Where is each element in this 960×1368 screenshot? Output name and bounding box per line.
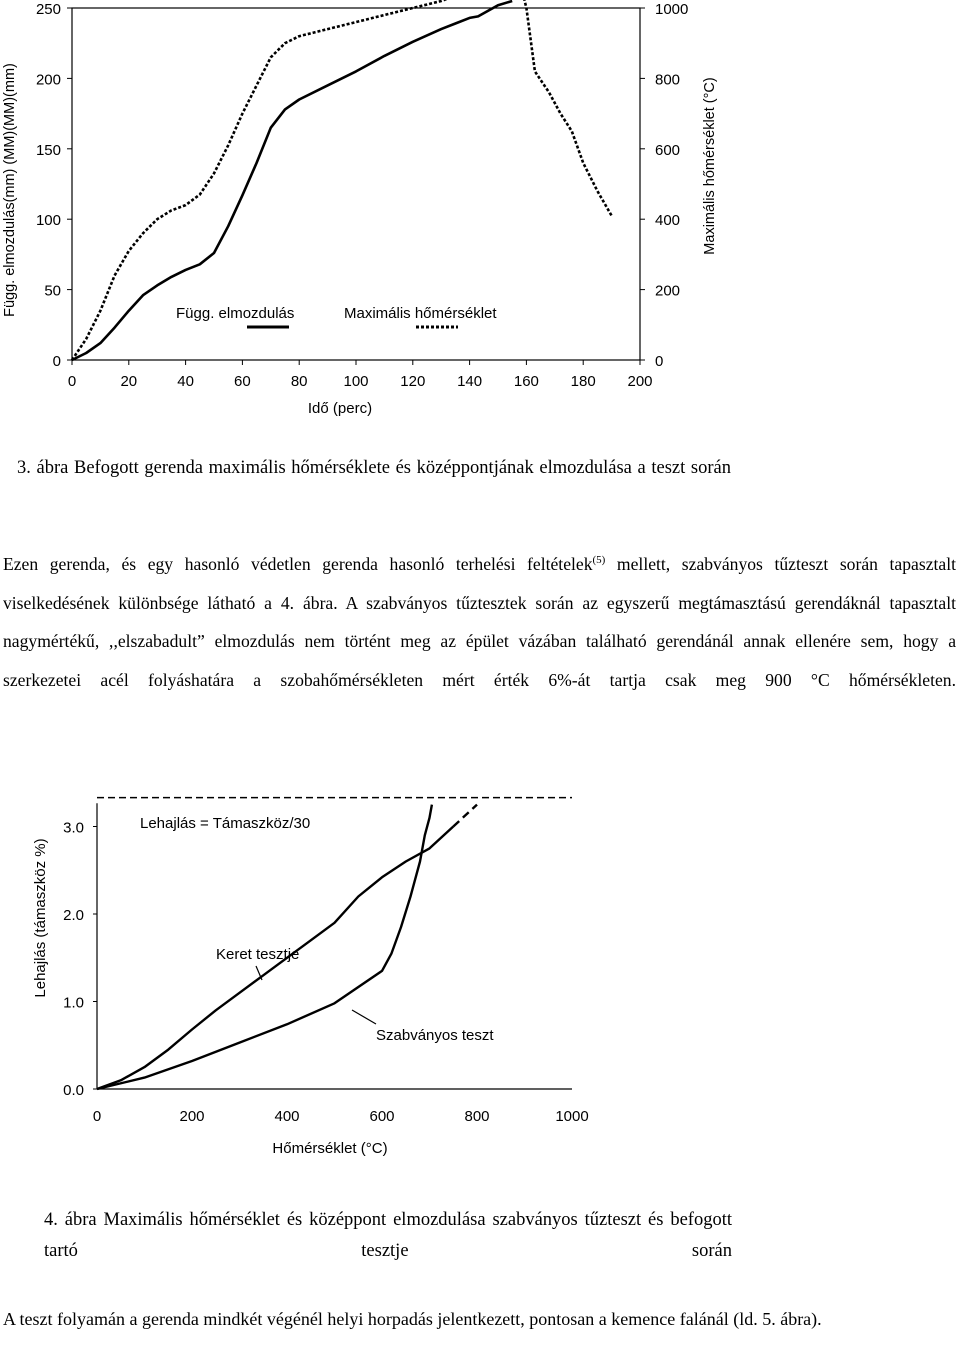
annotation-standard-test: Szabványos teszt: [376, 1027, 494, 1044]
paragraph-1-text-before: Ezen gerenda, és egy hasonló védetlen gerenda hasonló terhelési feltételek: [3, 554, 593, 574]
figure-4-x-axis-label: Hőmérséklet (°C): [272, 1140, 388, 1157]
figure-4-x-tick-label: 400: [274, 1108, 300, 1125]
figure-3-y-tick-label: 0: [52, 353, 61, 370]
figure-3-x-tick-label: 60: [234, 373, 251, 390]
figure-3-y2-tick-label: 800: [655, 71, 681, 89]
figure-3-x-tick-label: 40: [177, 373, 194, 390]
figure-3-y-tick-label: 100: [35, 212, 61, 230]
legend-label-max-temperature: Maximális hőmérséklet: [344, 305, 497, 322]
figure-3-y-tick-label: 150: [35, 141, 61, 159]
legend-label-displacement: Függ. elmozdulás: [176, 305, 295, 322]
figure-4-y-tick-label: 2.0: [63, 907, 84, 924]
figure-3-x-tick-label: 100: [343, 373, 369, 390]
figure-3-y-axis-label: Függ. elmozdulás(mm) (MM)(MM)(mm): [2, 63, 18, 317]
figure-3-x-tick-label: 20: [120, 373, 138, 390]
figure-4-x-tick-label: 600: [369, 1108, 395, 1125]
figure-3-caption: 3. ábra Befogott gerenda maximális hőmérséklete és középpontjának elmozdulása a teszt során: [17, 458, 731, 478]
paragraph-1-text-after: mellett, szabványos tűzteszt során tapasztalt viselkedésének különbsége látható a 4. ábra. A szabványos tűztesztek során az egyszerű megtámasztású gerendáknál tapasztalt nagymértékű, ,,elszabadult” elmozdulás nem történt meg az épület vázában található gerendánál annak ellenére sem, hogy a szerkezetei acél folyáshatára a szobahőmérsékleten mért érték 6%-át tartja csak meg 900 °C hőmérsékleten.: [3, 554, 956, 690]
figure-4-caption: 4. ábra Maximális hőmérséklet és középpont elmozdulása szabványos tűzteszt és befogott tartó tesztje során: [44, 1210, 732, 1261]
figure-3-y-tick-label: 250: [35, 1, 61, 18]
figure-3-y2-tick-label: 600: [655, 141, 681, 159]
figure-4-y-axis-label: Lehajlás (támaszköz %): [32, 838, 49, 998]
figure-4-series-frame-test-dashed-part: [453, 805, 477, 827]
figure-3-x-tick-label: 160: [513, 373, 539, 390]
figure-3-x-tick-label: 180: [570, 373, 596, 390]
figure-3-x-tick-label: 120: [400, 373, 426, 390]
paragraph-1: [3, 545, 956, 738]
figure-4-x-tick-label: 0: [92, 1108, 102, 1125]
figure-3-x-tick-label: 0: [67, 373, 77, 390]
figure-3-x-tick-label: 200: [627, 373, 653, 390]
annotation-span-ratio: Lehajlás = Támaszköz/30: [140, 815, 311, 832]
figure-3-y-tick-label: 200: [35, 71, 61, 89]
figure-3-y2-tick-label: 400: [655, 212, 681, 230]
figure-3-x-tick-label: 80: [290, 373, 308, 390]
annotation-standard-test-pointer: [352, 1010, 376, 1024]
figure-4-x-tick-label: 800: [464, 1108, 490, 1125]
figure-4-y-tick-label: 0.0: [63, 1082, 84, 1099]
figure-3-y2-axis-label: Maximális hőmérséklet (°C): [702, 77, 718, 255]
figure-4-y-tick-label: 1.0: [63, 994, 84, 1012]
figure-4-x-tick-label: 200: [179, 1108, 205, 1125]
figure-3-x-tick-label: 140: [457, 373, 483, 390]
annotation-frame-test: Keret tesztje: [216, 946, 300, 963]
figure-3-y2-tick-label: 200: [655, 282, 681, 300]
figure-4-x-tick-label: 1000: [555, 1108, 589, 1125]
figure-4-chart: [0, 790, 960, 1157]
figure-3-x-axis-label: Idő (perc): [307, 400, 373, 417]
reference-superscript: (5): [592, 554, 606, 567]
figure-3-y2-tick-label: 0: [655, 353, 664, 370]
figure-3-chart: [0, 0, 960, 430]
figure-3-series-max-temperature: [72, 0, 612, 360]
paragraph-2: A teszt folyamán a gerenda mindkét végénél helyi horpadás jelentkezett, pontosan a kemence falánál (ld. 5. ábra).: [3, 1309, 822, 1329]
figure-3-y2-tick-label: 1000: [655, 1, 689, 18]
figure-4-y-tick-label: 3.0: [63, 819, 84, 837]
figure-3-y-tick-label: 50: [44, 282, 61, 300]
